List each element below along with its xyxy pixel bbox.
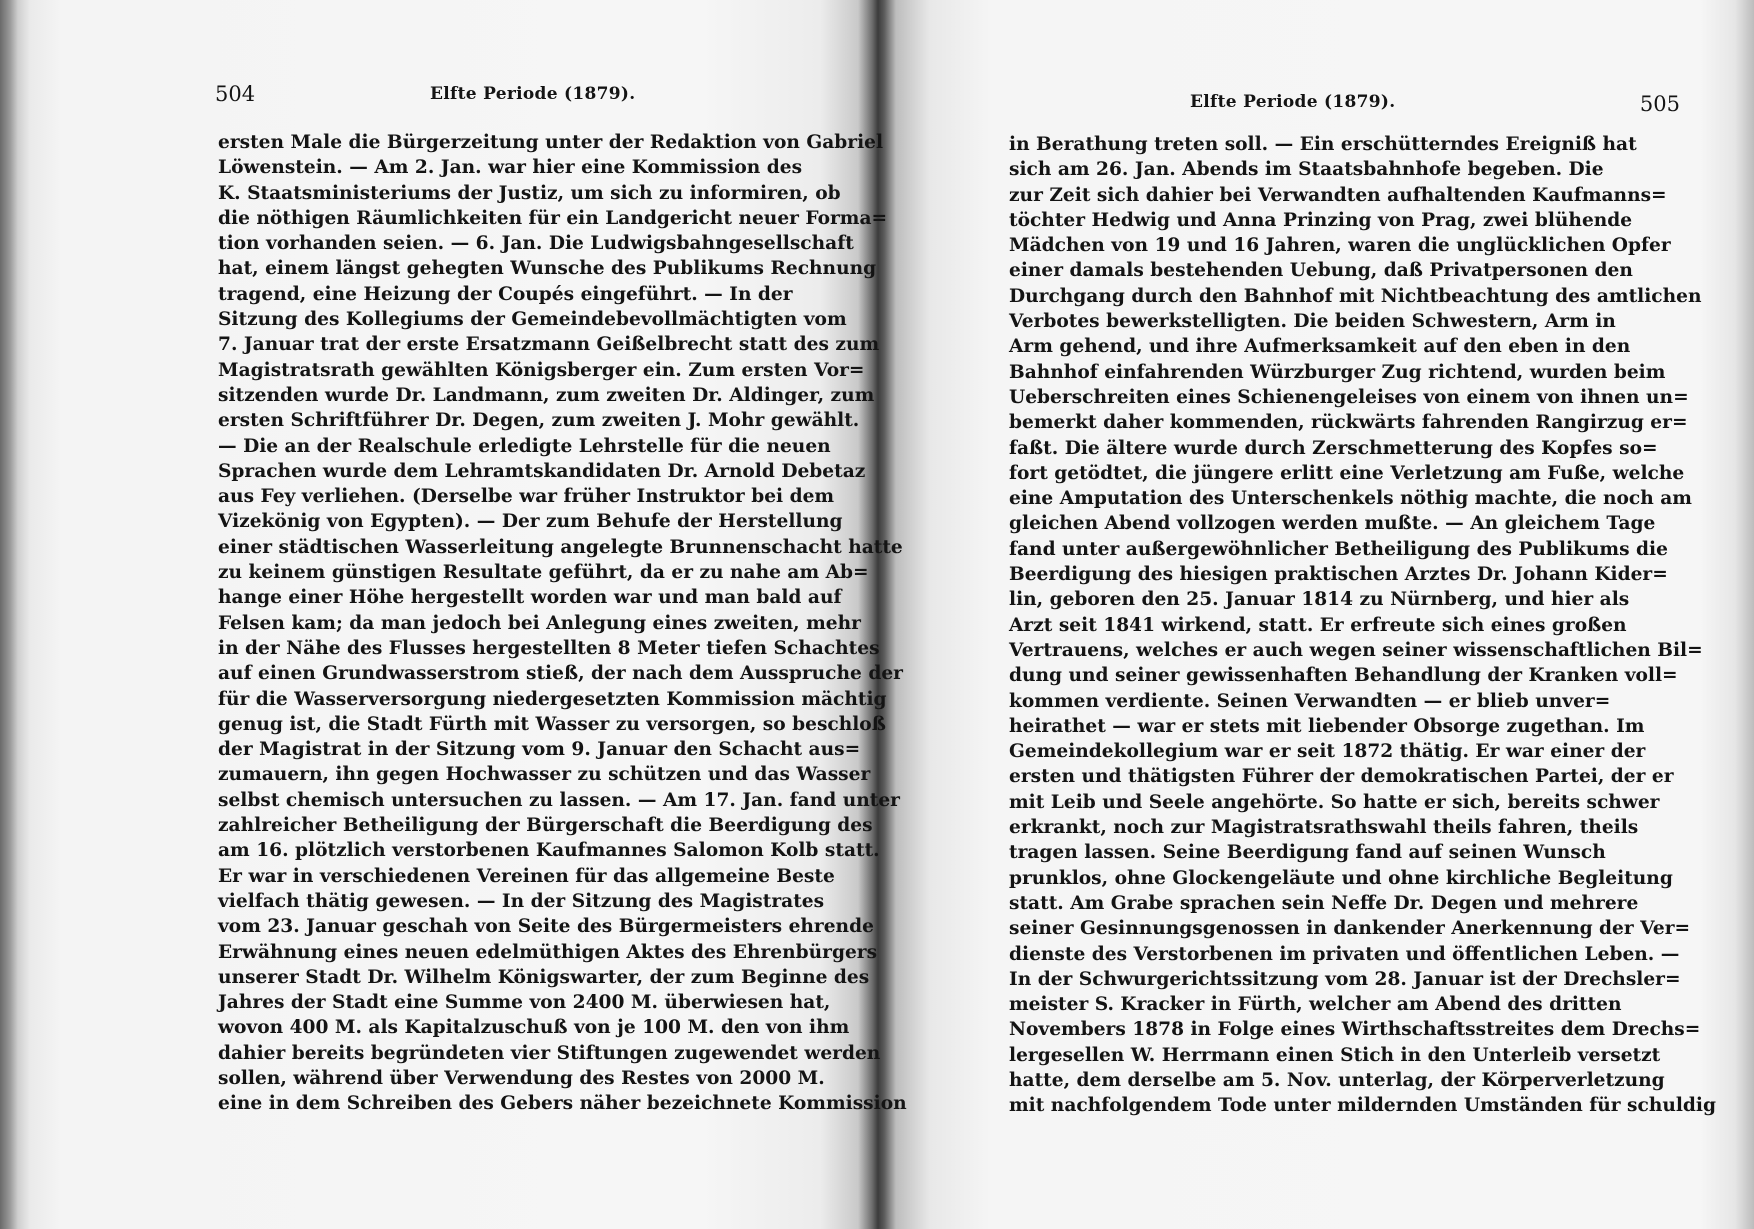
text-line: hatte, dem derselbe am 5. Nov. unterlag, der Körperverletzung: [1009, 1069, 1665, 1091]
left-page-header: [215, 82, 805, 112]
text-line: Verbotes bewerkstelligten. Die beiden Schwestern, Arm in: [1009, 311, 1616, 333]
text-line: 7. Januar trat der erste Ersatzmann Geißelbrecht statt des zum: [218, 334, 880, 356]
text-line: dung und seiner gewissenhaften Behandlung der Kranken voll=: [1009, 665, 1678, 687]
text-line: Durchgang durch den Bahnhof mit Nichtbeachtung des amtlichen: [1009, 285, 1702, 307]
text-line: tragend, eine Heizung der Coupés eingeführt. — In der: [218, 283, 793, 305]
text-line: Jahres der Stadt eine Summe von 2400 M. überwiesen hat,: [218, 992, 831, 1014]
text-line: Beerdigung des hiesigen praktischen Arztes Dr. Johann Kider=: [1009, 564, 1668, 586]
text-line: — Die an der Realschule erledigte Lehrstelle für die neuen: [218, 435, 831, 457]
text-line: zu keinem günstigen Resultate geführt, da er zu nahe am Ab=: [218, 562, 869, 584]
text-line: Ueberschreiten eines Schienengeleises von einem von ihnen un=: [1009, 386, 1689, 408]
text-line: hat, einem längst gehegten Wunsche des Publikums Rechnung: [218, 258, 877, 280]
text-line: aus Fey verliehen. (Derselbe war früher Instruktor bei dem: [218, 486, 835, 508]
text-line: sollen, während über Verwendung des Restes von 2000 M.: [218, 1067, 825, 1089]
right-page-header: [980, 90, 1680, 120]
text-line: Erwähnung eines neuen edelmüthigen Aktes des Ehrenbürgers: [218, 941, 878, 963]
text-line: mit Leib und Seele angehörte. So hatte er sich, bereits schwer: [1009, 791, 1660, 813]
text-line: in der Nähe des Flusses hergestellten 8 Meter tiefen Schachtes: [218, 637, 880, 659]
text-line: ersten und thätigsten Führer der demokratischen Partei, der er: [1009, 766, 1674, 788]
text-line: Vertrauens, welches er auch wegen seiner wissenschaftlichen Bil=: [1009, 639, 1703, 661]
text-line: lergesellen W. Herrmann einen Stich in den Unterleib versetzt: [1009, 1044, 1661, 1066]
text-line: statt. Am Grabe sprachen sein Neffe Dr. Degen und mehrere: [1009, 892, 1639, 914]
text-line: eine Amputation des Unterschenkels nöthig machte, die noch am: [1009, 488, 1692, 510]
text-line: fort getödtet, die jüngere erlitt eine Verletzung am Fuße, welche: [1009, 462, 1685, 484]
text-line: einer damals bestehenden Uebung, daß Privatpersonen den: [1009, 260, 1633, 282]
text-line: bemerkt daher kommenden, rückwärts fahrenden Rangirzug er=: [1009, 412, 1688, 434]
text-line: Gemeindekollegium war er seit 1872 thätig. Er war einer der: [1009, 741, 1646, 763]
text-line: auf einen Grundwasserstrom stieß, der nach dem Ausspruche der: [218, 663, 903, 685]
text-line: In der Schwurgerichtssitzung vom 28. Januar ist der Drechsler=: [1009, 968, 1681, 990]
text-line: am 16. plötzlich verstorbenen Kaufmannes Salomon Kolb statt.: [218, 840, 880, 862]
text-line: hange einer Höhe hergestellt worden war und man bald auf: [218, 587, 842, 609]
text-line: Vizekönig von Egypten). — Der zum Behufe der Herstellung: [218, 511, 843, 533]
text-line: Mädchen von 19 und 16 Jahren, waren die unglücklichen Opfer: [1009, 235, 1671, 257]
text-line: Er war in verschiedenen Vereinen für das allgemeine Beste: [218, 865, 835, 887]
text-line: seiner Gesinnungsgenossen in dankender Anerkennung der Ver=: [1009, 918, 1691, 940]
text-line: meister S. Kracker in Fürth, welcher am Abend des dritten: [1009, 994, 1622, 1016]
text-line: vom 23. Januar geschah von Seite des Bürgermeisters ehrende: [218, 916, 874, 938]
text-line: Bahnhof einfahrenden Würzburger Zug richtend, wurden beim: [1009, 361, 1666, 383]
text-line: ersten Male die Bürgerzeitung unter der Redaktion von Gabriel: [218, 132, 884, 153]
text-line: töchter Hedwig und Anna Prinzing von Prag, zwei blühende: [1009, 209, 1633, 231]
text-line: Arm gehend, und ihre Aufmerksamkeit auf den eben in den: [1009, 336, 1631, 358]
text-line: zur Zeit sich dahier bei Verwandten aufhaltenden Kaufmanns=: [1009, 184, 1667, 206]
text-line: mit nachfolgendem Tode unter mildernden Umständen für schuldig: [1009, 1095, 1716, 1117]
text-line: ersten Schriftführer Dr. Degen, zum zweiten J. Mohr gewählt.: [218, 410, 860, 432]
page-number: 505: [1639, 92, 1680, 116]
running-head: Elfte Periode (1879).: [430, 84, 636, 104]
text-line: gleichen Abend vollzogen werden mußte. — An gleichem Tage: [1009, 513, 1656, 535]
text-line: Arzt seit 1841 wirkend, statt. Er erfreute sich eines großen: [1009, 614, 1627, 636]
text-line: lin, geboren den 25. Januar 1814 zu Nürnberg, und hier als: [1009, 589, 1630, 611]
right-page-body: [1009, 132, 1716, 1119]
text-line: für die Wasserversorgung niedergesetzten Kommission mächtig: [218, 688, 887, 710]
text-line: Löwenstein. — Am 2. Jan. war hier eine Kommission des: [218, 157, 803, 179]
right-page: [884, 0, 1754, 1229]
text-line: wovon 400 M. als Kapitalzuschuß von je 100 M. den von ihm: [218, 1017, 850, 1039]
text-line: unserer Stadt Dr. Wilhelm Königswarter, der zum Beginne des: [218, 966, 870, 988]
text-line: K. Staatsministeriums der Justiz, um sich zu informiren, ob: [218, 182, 841, 204]
text-line: tion vorhanden seien. — 6. Jan. Die Ludwigsbahngesellschaft: [218, 233, 854, 255]
text-line: Sprachen wurde dem Lehramtskandidaten Dr. Arnold Debetaz: [218, 460, 866, 482]
text-line: in Berathung treten soll. — Ein erschütterndes Ereigniß hat: [1009, 134, 1637, 155]
text-line: tragen lassen. Seine Beerdigung fand auf seinen Wunsch: [1009, 842, 1606, 864]
text-line: Novembers 1878 in Folge eines Wirthschaftsstreites dem Drechs=: [1009, 1019, 1701, 1041]
text-line: selbst chemisch untersuchen zu lassen. — Am 17. Jan. fand unter: [218, 789, 900, 811]
text-line: zumauern, ihn gegen Hochwasser zu schützen und das Wasser: [218, 764, 871, 786]
text-line: heirathet — war er stets mit liebender Obsorge zugethan. Im: [1009, 715, 1645, 737]
text-line: kommen verdiente. Seinen Verwandten — er blieb unver=: [1009, 690, 1611, 712]
text-line: die nöthigen Räumlichkeiten für ein Landgericht neuer Forma=: [218, 207, 888, 229]
text-line: Sitzung des Kollegiums der Gemeindebevollmächtigten vom: [218, 309, 847, 331]
text-line: vielfach thätig gewesen. — In der Sitzung des Magistrates: [218, 890, 825, 912]
text-line: prunklos, ohne Glockengeläute und ohne kirchliche Begleitung: [1009, 867, 1673, 889]
text-line: zahlreicher Betheiligung der Bürgerschaft die Beerdigung des: [218, 815, 873, 837]
text-line: der Magistrat in der Sitzung vom 9. Januar den Schacht aus=: [218, 739, 861, 761]
text-line: sitzenden wurde Dr. Landmann, zum zweiten Dr. Aldinger, zum: [218, 384, 875, 406]
text-line: Magistratsrath gewählten Königsberger ein. Zum ersten Vor=: [218, 359, 865, 381]
text-line: Felsen kam; da man jedoch bei Anlegung eines zweiten, mehr: [218, 612, 861, 634]
text-line: einer städtischen Wasserleitung angelegte Brunnenschacht hatte: [218, 536, 903, 558]
text-line: eine in dem Schreiben des Gebers näher bezeichnete Kommission: [218, 1093, 907, 1115]
text-line: sich am 26. Jan. Abends im Staatsbahnhofe begeben. Die: [1009, 159, 1604, 181]
text-line: dahier bereits begründeten vier Stiftungen zugewendet werden: [218, 1042, 881, 1064]
left-page-body: [218, 130, 907, 1117]
text-line: faßt. Die ältere wurde durch Zerschmetterung des Kopfes so=: [1009, 437, 1658, 459]
text-line: dienste des Verstorbenen im privaten und öffentlichen Leben. —: [1009, 943, 1680, 965]
text-line: erkrankt, noch zur Magistratsrathswahl theils fahren, theils: [1009, 817, 1639, 839]
page-number: 504: [215, 82, 256, 106]
running-head: Elfte Periode (1879).: [1190, 92, 1396, 112]
text-line: fand unter außergewöhnlicher Betheiligung des Publikums die: [1009, 538, 1668, 560]
text-line: genug ist, die Stadt Fürth mit Wasser zu versorgen, so beschloß: [218, 713, 886, 735]
